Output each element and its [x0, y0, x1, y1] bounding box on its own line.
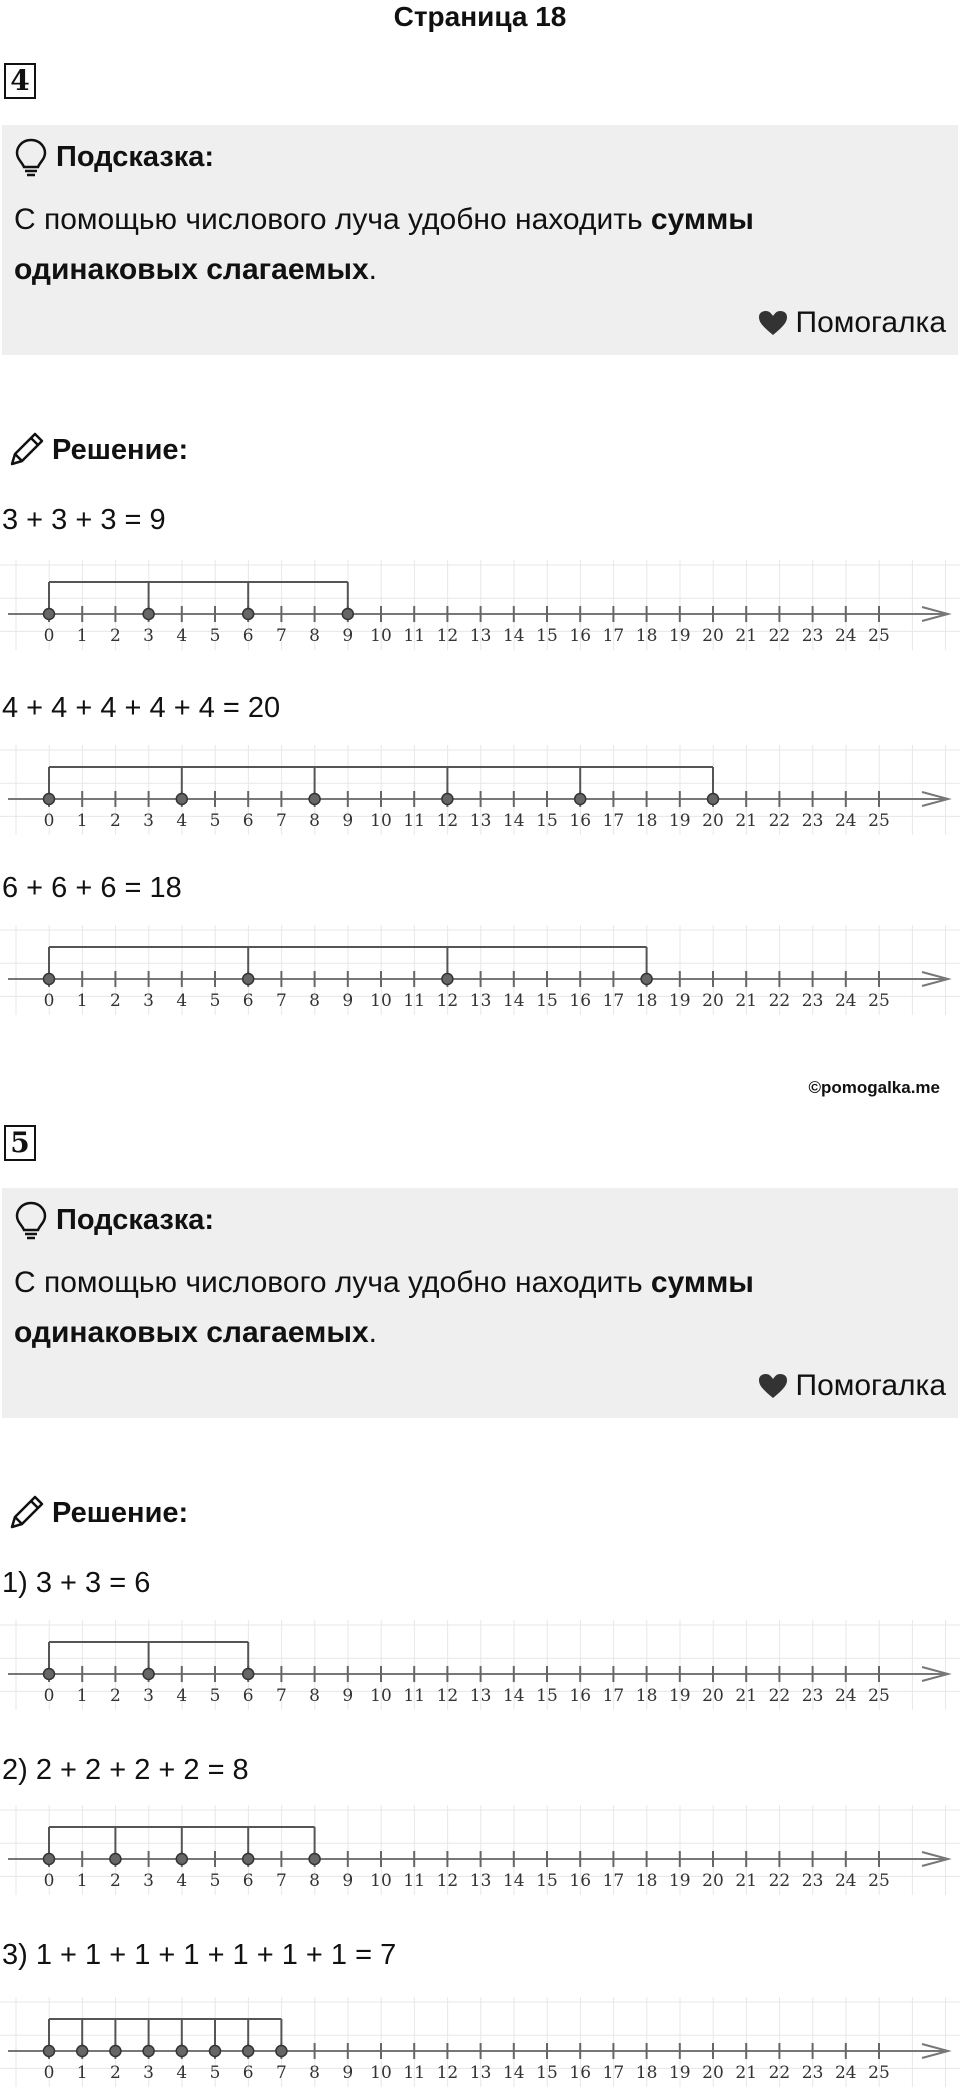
tick-label: 4: [176, 1871, 188, 1891]
jump-point: [243, 1854, 254, 1865]
number-line: [0, 925, 960, 1015]
tick-label: 10: [370, 1686, 392, 1706]
tick-label: 8: [309, 2063, 321, 2083]
jump-point: [143, 609, 154, 620]
tick-label: 11: [403, 811, 426, 831]
tick-label: 5: [209, 626, 221, 646]
tick-label: 25: [868, 991, 890, 1011]
tick-label: 4: [176, 991, 188, 1011]
tick-label: 17: [602, 2063, 625, 2083]
equation: 2) 2 + 2 + 2 + 2 = 8: [2, 1754, 249, 1786]
page-title: Страница 18: [393, 1, 567, 32]
tick-label: 11: [403, 626, 426, 646]
tick-label: 0: [43, 811, 55, 831]
tick-label: 13: [469, 1686, 492, 1706]
jump-point: [44, 794, 55, 805]
jump-point: [110, 1854, 121, 1865]
number-line: [0, 1997, 960, 2087]
tick-label: 0: [43, 2063, 55, 2083]
tick-label: 9: [342, 626, 354, 646]
tick-label: 6: [242, 811, 254, 831]
tick-label: 7: [275, 1871, 287, 1891]
tick-label: 18: [635, 1686, 658, 1706]
pencil-icon: [6, 430, 46, 470]
jump-point: [44, 1669, 55, 1680]
hint-bold-text: суммы одинаковых слагаемых: [14, 203, 754, 286]
tick-label: 3: [143, 1686, 155, 1706]
hint-box: [2, 125, 958, 355]
equation: 3 + 3 + 3 = 9: [2, 504, 166, 536]
tick-label: 12: [436, 991, 459, 1011]
tick-label: 24: [834, 1686, 857, 1706]
jump-point: [143, 1669, 154, 1680]
tick-label: 9: [342, 1871, 354, 1891]
equation: 6 + 6 + 6 = 18: [2, 872, 182, 904]
tick-label: 3: [143, 811, 155, 831]
tick-label: 5: [209, 991, 221, 1011]
jump-point: [442, 974, 453, 985]
tick-label: 25: [868, 2063, 890, 2083]
tick-label: 13: [469, 991, 492, 1011]
tick-label: 6: [242, 2063, 254, 2083]
tick-label: 10: [370, 2063, 392, 2083]
hint-header: [14, 1200, 214, 1240]
tick-label: 21: [735, 2063, 758, 2083]
tick-label: 12: [436, 1871, 459, 1891]
jump-point: [176, 1854, 187, 1865]
tick-label: 14: [502, 811, 525, 831]
tick-label: 21: [735, 626, 758, 646]
tick-label: 19: [668, 991, 691, 1011]
tick-label: 13: [469, 1871, 492, 1891]
tick-label: 20: [702, 1871, 724, 1891]
tick-label: 15: [536, 1871, 558, 1891]
tick-label: 22: [768, 1871, 791, 1891]
hint-bold-text: суммы одинаковых слагаемых: [14, 1266, 754, 1349]
solution-header: [6, 1493, 188, 1533]
tick-label: 12: [436, 811, 459, 831]
task-number: 5: [4, 1125, 36, 1161]
tick-label: 20: [702, 1686, 724, 1706]
tick-label: 17: [602, 626, 625, 646]
tick-label: 22: [768, 626, 791, 646]
jump-point: [77, 2046, 88, 2057]
tick-label: 2: [109, 1871, 121, 1891]
tick-label: 19: [668, 626, 691, 646]
jump-point: [44, 609, 55, 620]
tick-label: 15: [536, 991, 558, 1011]
tick-label: 2: [109, 2063, 121, 2083]
jump-point: [309, 1854, 320, 1865]
tick-label: 18: [635, 626, 658, 646]
heart-icon: [758, 310, 788, 336]
tick-label: 20: [702, 2063, 724, 2083]
hint-text: С помощью числового луча удобно находить суммы одинаковых слагаемых.: [14, 1266, 754, 1349]
jump-point: [143, 2046, 154, 2057]
tick-label: 3: [143, 2063, 155, 2083]
tick-label: 16: [569, 991, 592, 1011]
tick-label: 12: [436, 2063, 459, 2083]
tick-label: 9: [342, 991, 354, 1011]
hint-text: С помощью числового луча удобно находить суммы одинаковых слагаемых.: [14, 203, 754, 286]
jump-point: [243, 2046, 254, 2057]
tick-label: 16: [569, 811, 592, 831]
tick-label: 13: [469, 811, 492, 831]
tick-label: 19: [668, 2063, 691, 2083]
task-number: 4: [4, 63, 36, 99]
tick-label: 5: [209, 1871, 221, 1891]
jump-point: [176, 2046, 187, 2057]
tick-label: 8: [309, 626, 321, 646]
jump-point: [44, 974, 55, 985]
tick-label: 9: [342, 1686, 354, 1706]
tick-label: 17: [602, 1686, 625, 1706]
tick-label: 7: [275, 811, 287, 831]
number-line: [0, 745, 960, 835]
tick-label: 25: [868, 1686, 890, 1706]
tick-label: 21: [735, 811, 758, 831]
equation: 4 + 4 + 4 + 4 + 4 = 20: [2, 692, 281, 724]
tick-label: 16: [569, 2063, 592, 2083]
tick-label: 15: [536, 1686, 558, 1706]
jump-point: [708, 794, 719, 805]
number-line: [0, 1805, 960, 1895]
tick-label: 18: [635, 811, 658, 831]
tick-label: 4: [176, 811, 188, 831]
heart-icon: [758, 1373, 788, 1399]
tick-label: 4: [176, 1686, 188, 1706]
tick-label: 4: [176, 2063, 188, 2083]
tick-label: 6: [242, 991, 254, 1011]
tick-label: 1: [76, 991, 88, 1011]
brand: [758, 301, 947, 345]
tick-label: 15: [536, 626, 558, 646]
tick-label: 14: [502, 991, 525, 1011]
tick-label: 5: [209, 1686, 221, 1706]
jump-point: [44, 2046, 55, 2057]
tick-label: 3: [143, 1871, 155, 1891]
solution-title: Решение:: [52, 1496, 189, 1529]
tick-label: 20: [702, 991, 724, 1011]
tick-label: 9: [342, 2063, 354, 2083]
jump-point: [442, 794, 453, 805]
jump-point: [575, 794, 586, 805]
tick-label: 14: [502, 2063, 525, 2083]
tick-label: 1: [76, 626, 88, 646]
tick-label: 3: [143, 626, 155, 646]
tick-label: 20: [702, 626, 724, 646]
tick-label: 2: [109, 991, 121, 1011]
number-line: [0, 560, 960, 650]
jump-point: [176, 794, 187, 805]
hint-title: Подсказка:: [56, 140, 215, 173]
tick-label: 15: [536, 2063, 558, 2083]
tick-label: 21: [735, 1686, 758, 1706]
tick-label: 13: [469, 2063, 492, 2083]
tick-label: 7: [275, 1686, 287, 1706]
tick-label: 16: [569, 1871, 592, 1891]
tick-label: 1: [76, 1871, 88, 1891]
tick-label: 19: [668, 1686, 691, 1706]
tick-label: 11: [403, 1686, 426, 1706]
tick-label: 3: [143, 991, 155, 1011]
tick-label: 23: [801, 1871, 824, 1891]
tick-label: 7: [275, 991, 287, 1011]
tick-label: 18: [635, 991, 658, 1011]
tick-label: 8: [309, 991, 321, 1011]
jump-point: [342, 609, 353, 620]
tick-label: 24: [834, 991, 857, 1011]
jump-point: [243, 609, 254, 620]
tick-label: 6: [242, 626, 254, 646]
tick-label: 2: [109, 811, 121, 831]
tick-label: 23: [801, 1686, 824, 1706]
tick-label: 24: [834, 2063, 857, 2083]
jump-point: [210, 2046, 221, 2057]
tick-label: 0: [43, 991, 55, 1011]
brand-label: Помогалка: [795, 1369, 946, 1402]
jump-point: [243, 974, 254, 985]
equation: 3) 1 + 1 + 1 + 1 + 1 + 1 + 1 = 7: [2, 1939, 397, 1971]
tick-label: 21: [735, 1871, 758, 1891]
tick-label: 1: [76, 1686, 88, 1706]
tick-label: 8: [309, 811, 321, 831]
tick-label: 23: [801, 626, 824, 646]
tick-label: 7: [275, 2063, 287, 2083]
tick-label: 22: [768, 811, 791, 831]
lightbulb-icon: [14, 1200, 48, 1240]
tick-label: 7: [275, 626, 287, 646]
tick-label: 24: [834, 1871, 857, 1891]
hint-header: [14, 137, 214, 177]
tick-label: 19: [668, 1871, 691, 1891]
tick-label: 11: [403, 991, 426, 1011]
tick-label: 6: [242, 1871, 254, 1891]
brand: [758, 1364, 947, 1408]
tick-label: 17: [602, 811, 625, 831]
jump-point: [44, 1854, 55, 1865]
tick-label: 11: [403, 2063, 426, 2083]
tick-label: 15: [536, 811, 558, 831]
tick-label: 8: [309, 1686, 321, 1706]
jump-point: [276, 2046, 287, 2057]
watermark: ©pomogalka.me: [808, 1078, 940, 1097]
tick-label: 5: [209, 2063, 221, 2083]
tick-label: 12: [436, 626, 459, 646]
jump-point: [110, 2046, 121, 2057]
tick-label: 24: [834, 626, 857, 646]
tick-label: 24: [834, 811, 857, 831]
tick-label: 11: [403, 1871, 426, 1891]
tick-label: 2: [109, 626, 121, 646]
tick-label: 2: [109, 1686, 121, 1706]
tick-label: 19: [668, 811, 691, 831]
tick-label: 1: [76, 811, 88, 831]
equation: 1) 3 + 3 = 6: [2, 1567, 151, 1599]
tick-label: 0: [43, 626, 55, 646]
tick-label: 25: [868, 1871, 890, 1891]
solution-header: [6, 430, 188, 470]
tick-label: 14: [502, 626, 525, 646]
tick-label: 4: [176, 626, 188, 646]
hint-box: [2, 1188, 958, 1418]
tick-label: 6: [242, 1686, 254, 1706]
tick-label: 25: [868, 811, 890, 831]
tick-label: 23: [801, 811, 824, 831]
brand-label: Помогалка: [795, 306, 946, 339]
tick-label: 0: [43, 1871, 55, 1891]
tick-label: 18: [635, 2063, 658, 2083]
tick-label: 16: [569, 626, 592, 646]
tick-label: 17: [602, 991, 625, 1011]
tick-label: 21: [735, 991, 758, 1011]
tick-label: 18: [635, 1871, 658, 1891]
tick-label: 13: [469, 626, 492, 646]
tick-label: 22: [768, 1686, 791, 1706]
tick-label: 0: [43, 1686, 55, 1706]
solution-title: Решение:: [52, 433, 189, 466]
tick-label: 12: [436, 1686, 459, 1706]
tick-label: 14: [502, 1686, 525, 1706]
pencil-icon: [6, 1493, 46, 1533]
tick-label: 14: [502, 1871, 525, 1891]
tick-label: 23: [801, 2063, 824, 2083]
lightbulb-icon: [14, 137, 48, 177]
tick-label: 25: [868, 626, 890, 646]
tick-label: 5: [209, 811, 221, 831]
tick-label: 16: [569, 1686, 592, 1706]
tick-label: 10: [370, 626, 392, 646]
tick-label: 20: [702, 811, 724, 831]
tick-label: 10: [370, 1871, 392, 1891]
jump-point: [243, 1669, 254, 1680]
hint-title: Подсказка:: [56, 1203, 215, 1236]
number-line: [0, 1620, 960, 1710]
jump-point: [641, 974, 652, 985]
tick-label: 23: [801, 991, 824, 1011]
tick-label: 10: [370, 811, 392, 831]
tick-label: 8: [309, 1871, 321, 1891]
jump-point: [309, 794, 320, 805]
tick-label: 9: [342, 811, 354, 831]
tick-label: 1: [76, 2063, 88, 2083]
tick-label: 22: [768, 2063, 791, 2083]
tick-label: 17: [602, 1871, 625, 1891]
tick-label: 22: [768, 991, 791, 1011]
tick-label: 10: [370, 991, 392, 1011]
